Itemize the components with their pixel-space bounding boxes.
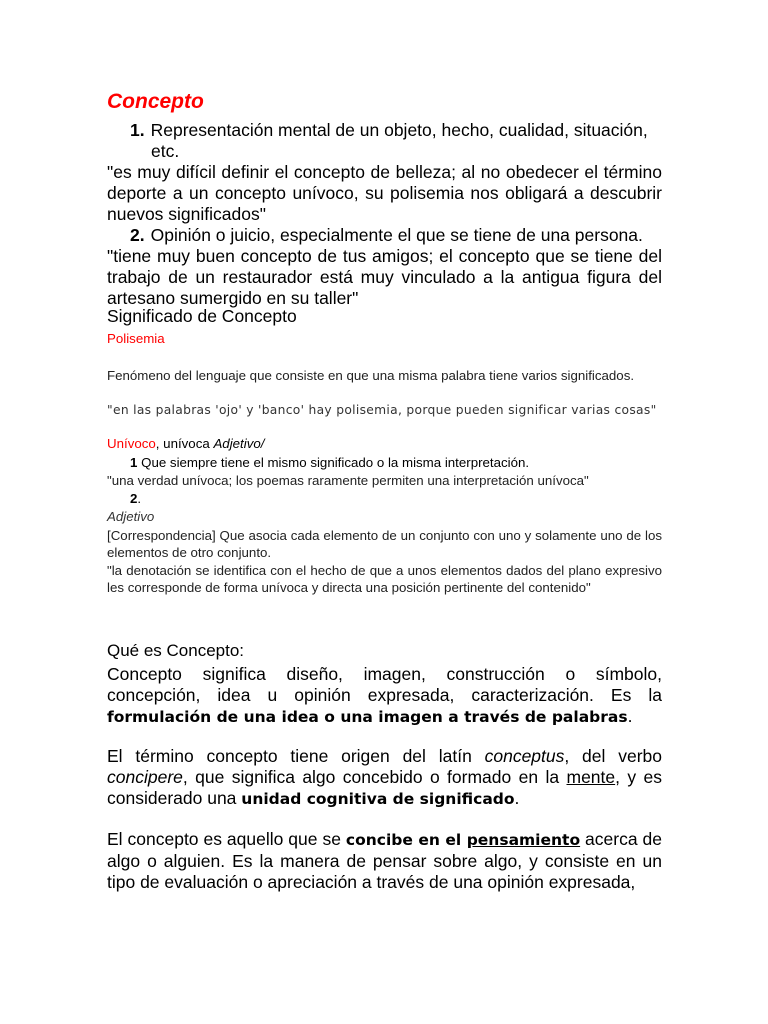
link-pensamiento[interactable]: pensamiento	[466, 831, 581, 849]
text: .	[627, 706, 633, 726]
univoco-example-1: "una verdad unívoca; los poemas raramente permiten una interpretación unívoca"	[107, 473, 589, 488]
sense-text: Que siempre tiene el mismo significado o la misma interpretación.	[137, 455, 530, 470]
definition-1	[130, 120, 662, 162]
univoco-heading	[107, 436, 662, 451]
paragraph-3	[107, 829, 662, 893]
text: , que significa algo concebido o formado en la	[182, 767, 567, 787]
text: Concepto significa diseño, imagen, construcción o símbolo, concepción, idea u opinión expresada, caracterización. Es la	[107, 664, 662, 705]
text: .	[514, 788, 520, 808]
text: El concepto es aquello que se	[107, 829, 346, 849]
que-es-heading: Qué es Concepto:	[107, 641, 245, 660]
bold-text: concibe en el	[345, 831, 467, 849]
sense-number: 1	[130, 455, 138, 470]
text: El término concepto tiene origen del latín	[107, 746, 485, 766]
univoco-sense-2: [Correspondencia] Que asocia cada elemento de un conjunto con uno y solamente uno de los elementos de otro conjunto.	[107, 528, 662, 560]
univoco-sense-1	[130, 455, 529, 470]
list-number: 1.	[130, 120, 145, 140]
polisemia-definition: Fenómeno del lenguaje que consiste en que una misma palabra tiene varios significados.	[107, 368, 635, 383]
definition-text: Opinión o juicio, especialmente el que se tiene de una persona.	[150, 225, 643, 245]
univoco-word: Unívoco	[107, 436, 156, 451]
definition-text: Representación mental de un objeto, hecho, cualidad, situación,	[150, 120, 648, 140]
univoco-example-2: "la denotación se identifica con el hecho de que a unos elementos dados del plano expresivo les corresponde de forma unívoca y directa una posición pertinente del contenido"	[107, 563, 662, 595]
text: acerca de algo o alguien. Es la manera de pensar sobre algo, y consiste en un tipo de evaluación o apreciación a través de una opinión expresada,	[107, 829, 662, 892]
polisemia-example: "en las palabras 'ojo' y 'banco' hay polisemia, porque pueden significar varias cosas"	[107, 403, 657, 417]
polisemia-heading: Polisemia	[107, 331, 165, 346]
list-number: 2.	[130, 225, 145, 245]
bold-text: unidad cognitiva de significado	[241, 790, 515, 808]
example-quote-1: "es muy difícil definir el concepto de belleza; al no obedecer el término deporte a un concepto unívoco, su polisemia nos obligará a descubrir nuevos significados"	[107, 162, 662, 224]
univoco-sense-2-number	[130, 491, 141, 506]
definition-2	[130, 225, 662, 246]
section-heading: Significado de Concepto	[107, 306, 297, 326]
bold-text: formulación de una idea o una imagen a través de palabras	[107, 708, 628, 726]
italic-text: concipere	[107, 767, 183, 787]
paragraph-1	[107, 664, 662, 728]
univoco-forms: , unívoca	[155, 436, 214, 451]
text: , del verbo	[564, 746, 662, 766]
sense-number: 2	[130, 491, 138, 506]
link-mente[interactable]: mente	[566, 767, 616, 787]
paragraph-2	[107, 746, 662, 810]
sense-dot: .	[137, 491, 142, 506]
univoco-pos-2: Adjetivo	[107, 509, 155, 524]
italic-text: conceptus	[484, 746, 565, 766]
part-of-speech: Adjetivo/	[213, 436, 265, 451]
page-title: Concepto	[107, 90, 204, 113]
definition-text-cont: etc.	[151, 141, 180, 161]
example-quote-2: "tiene muy buen concepto de tus amigos; el concepto que se tiene del trabajo de un restaurador está muy vinculado a la antigua figura del artesano sumergido en su taller"	[107, 246, 662, 308]
text: , y es considerado una	[107, 767, 662, 808]
